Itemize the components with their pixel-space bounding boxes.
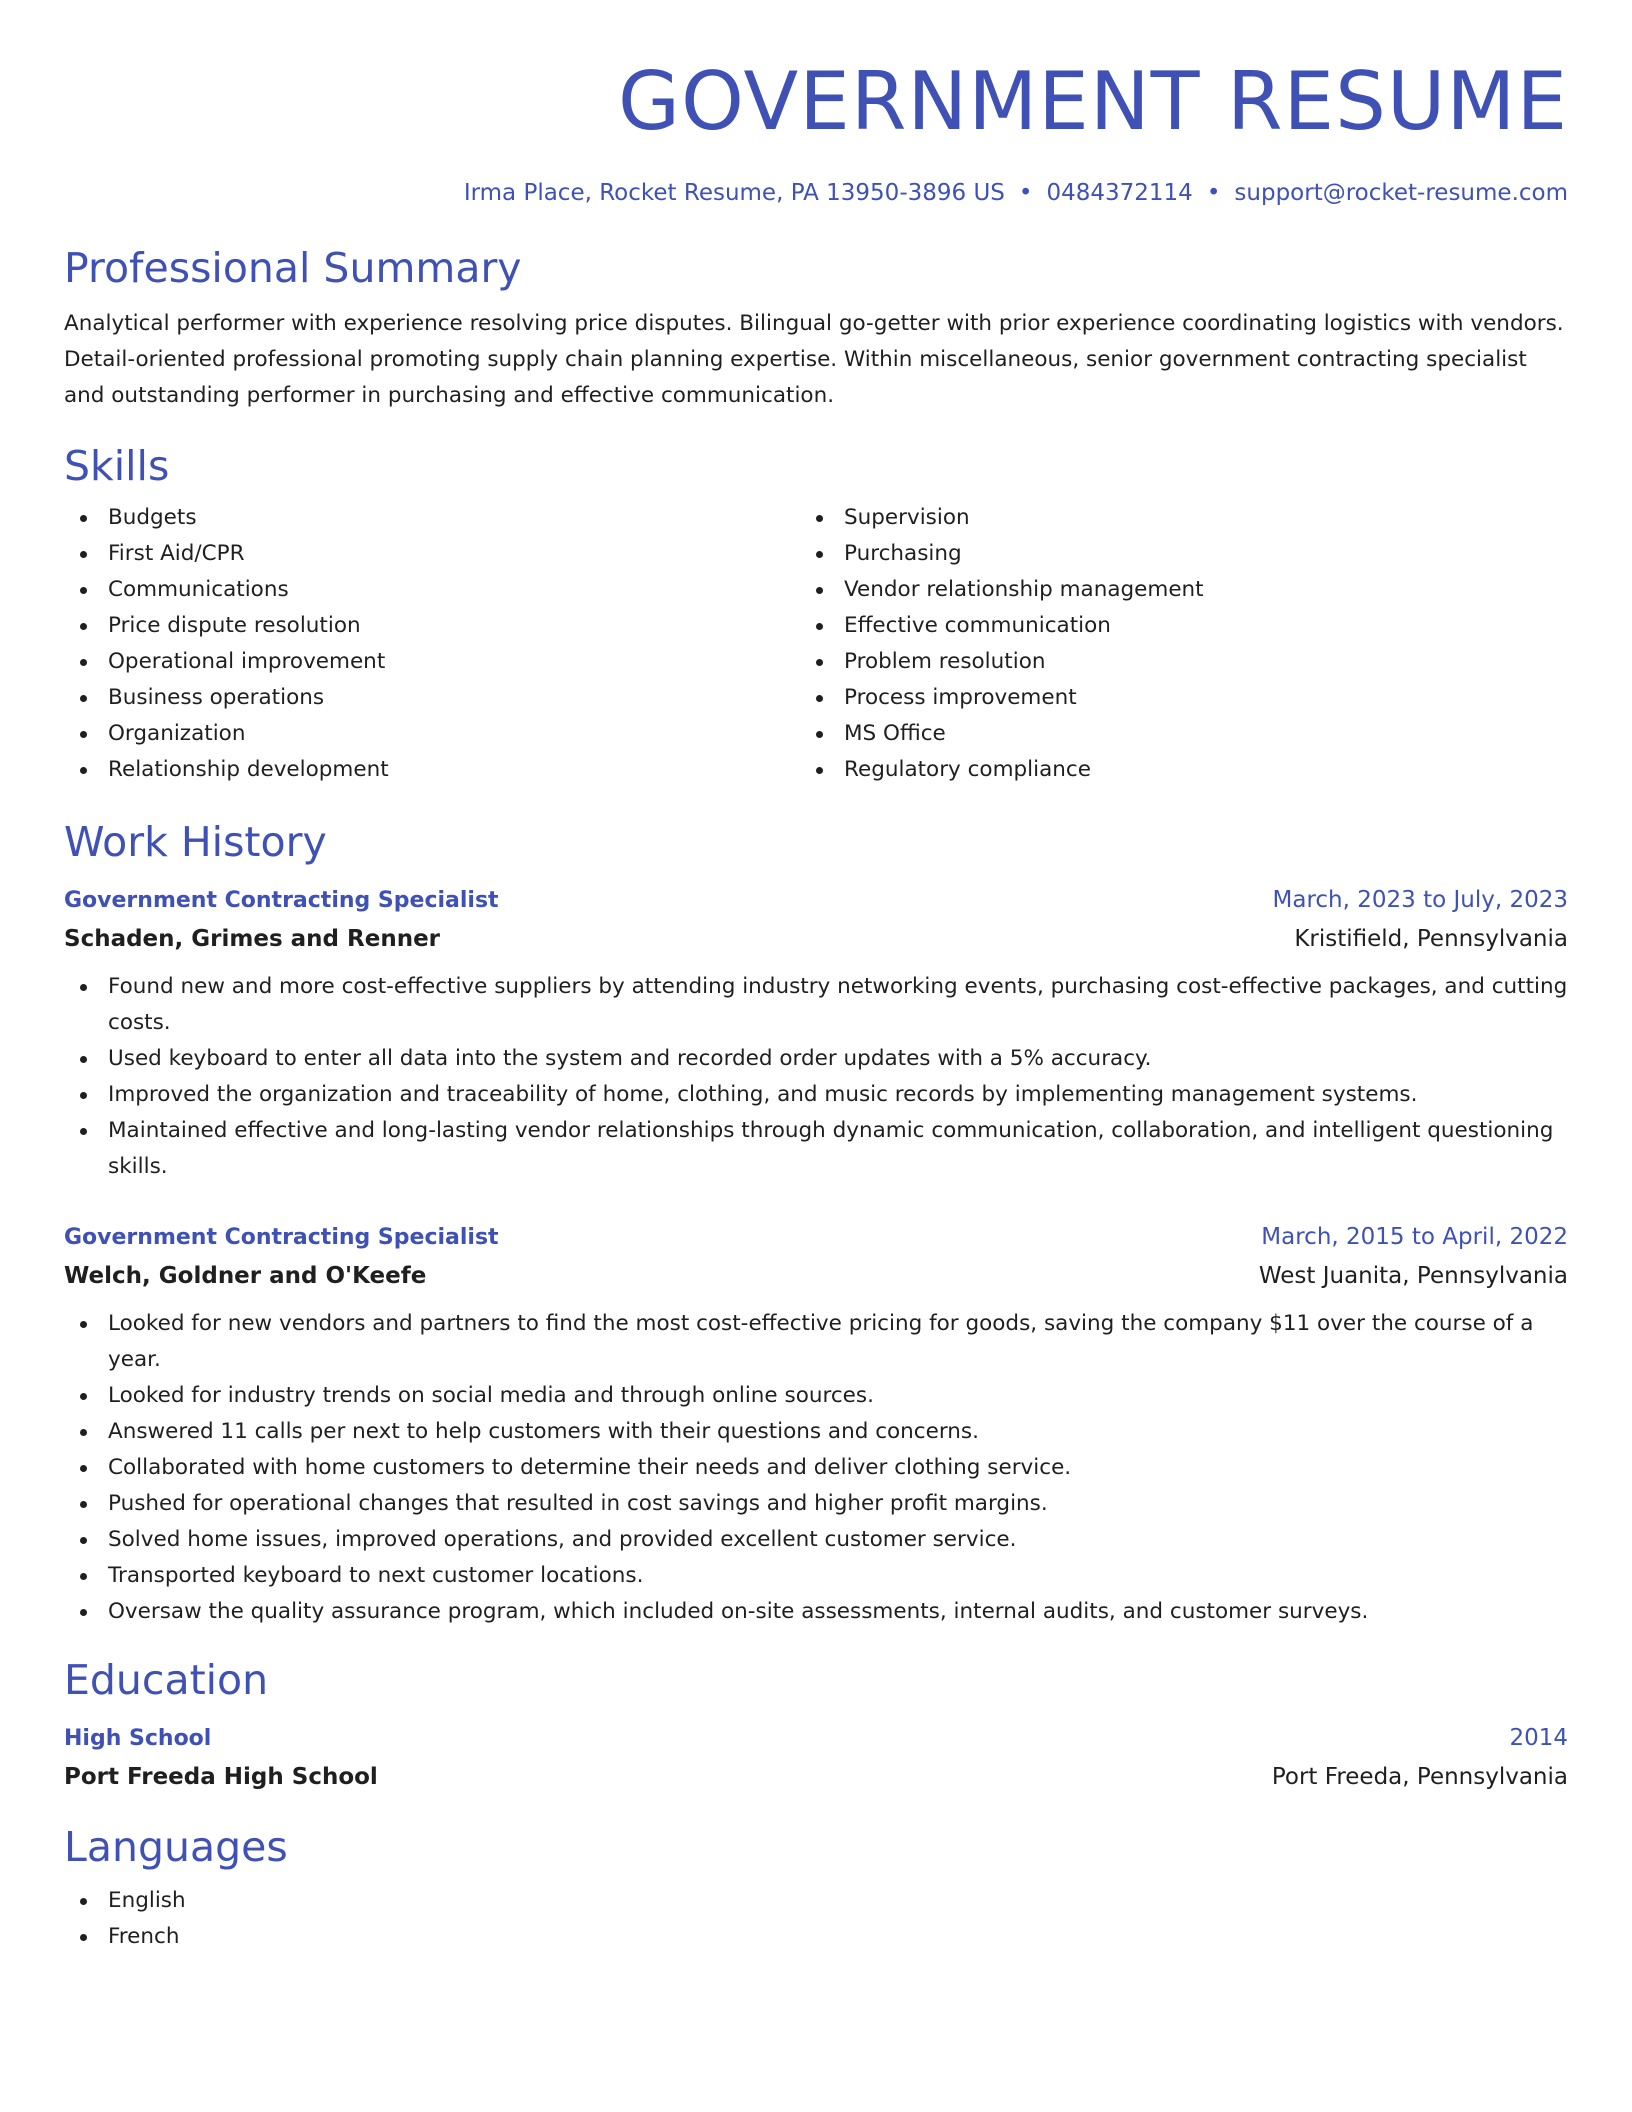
job-bullet: Used keyboard to enter all data into the system and recorded order updates with a 5% accuracy. xyxy=(64,1041,1568,1077)
job-title: Government Contracting Specialist xyxy=(64,888,499,913)
education-heading: Education xyxy=(64,1656,269,1704)
skill-item: Regulatory compliance xyxy=(800,752,1536,788)
job-dates: March, 2023 to July, 2023 xyxy=(1272,887,1568,913)
education-school-row xyxy=(64,1757,1568,1797)
job-bullet: Looked for industry trends on social media and through online sources. xyxy=(64,1378,1568,1414)
resume-header xyxy=(64,0,1568,208)
skill-item: Business operations xyxy=(64,680,800,716)
job-header-row xyxy=(64,1219,1568,1256)
summary-text: Analytical performer with experience resolving price disputes. Bilingual go-getter with prior experience coordinating logistics with vendors. Detail-oriented professional promoting supply chain planning expertise. Within miscellaneous, senior government contracting specialist and outstanding performer in purchasing and effective communication. xyxy=(64,311,1564,408)
job-header-row xyxy=(64,882,1568,919)
skill-item: Effective communication xyxy=(800,608,1536,644)
job-bullet: Maintained effective and long-lasting vendor relationships through dynamic communication, collaboration, and intelligent questioning skills. xyxy=(64,1113,1568,1185)
skill-item: Process improvement xyxy=(800,680,1536,716)
summary-heading: Professional Summary xyxy=(64,244,522,292)
work-history-heading: Work History xyxy=(64,818,327,866)
skill-item: Purchasing xyxy=(800,536,1536,572)
skill-item: Supervision xyxy=(800,500,1536,536)
job-bullet: Transported keyboard to next customer locations. xyxy=(64,1558,1568,1594)
job-bullet: Found new and more cost-effective suppliers by attending industry networking events, purchasing cost-effective packages, and cutting costs. xyxy=(64,969,1568,1041)
skill-item: Budgets xyxy=(64,500,800,536)
education-entry xyxy=(64,1720,1568,1797)
job-location: West Juanita, Pennsylvania xyxy=(1258,1263,1568,1289)
job-dates: March, 2015 to April, 2022 xyxy=(1261,1224,1568,1250)
job-bullet: Collaborated with home customers to determine their needs and deliver clothing service. xyxy=(64,1450,1568,1486)
contact-address: Irma Place, Rocket Resume, PA 13950-3896 US xyxy=(463,180,1005,206)
skill-item: Problem resolution xyxy=(800,644,1536,680)
job-entry xyxy=(64,882,1568,1185)
skill-item: Organization xyxy=(64,716,800,752)
skills-column-left xyxy=(64,500,800,788)
contact-separator: • xyxy=(1018,180,1033,206)
skill-item: Price dispute resolution xyxy=(64,608,800,644)
education-school: Port Freeda High School xyxy=(64,1764,378,1790)
language-item: English xyxy=(64,1883,1568,1919)
job-company-row xyxy=(64,919,1568,959)
job-bullet: Oversaw the quality assurance program, which included on-site assessments, internal audits, and customer surveys. xyxy=(64,1594,1568,1630)
skill-item: Vendor relationship management xyxy=(800,572,1536,608)
job-bullet: Improved the organization and traceability of home, clothing, and music records by implementing management systems. xyxy=(64,1077,1568,1113)
contact-phone: 0484372114 xyxy=(1046,180,1193,206)
job-bullet: Answered 11 calls per next to help customers with their questions and concerns. xyxy=(64,1414,1568,1450)
job-company-row xyxy=(64,1256,1568,1296)
skill-item: Operational improvement xyxy=(64,644,800,680)
contact-line xyxy=(64,178,1568,208)
job-bullets xyxy=(64,969,1568,1185)
job-location: Kristifield, Pennsylvania xyxy=(1294,926,1568,952)
job-title: Government Contracting Specialist xyxy=(64,1225,499,1250)
education-year: 2014 xyxy=(1509,1725,1568,1751)
languages-list xyxy=(64,1883,1568,1955)
skills-column-right xyxy=(800,500,1536,788)
education-header-row xyxy=(64,1720,1568,1757)
job-entry xyxy=(64,1219,1568,1630)
contact-email: support@rocket-resume.com xyxy=(1234,180,1568,206)
job-bullet: Solved home issues, improved operations, and provided excellent customer service. xyxy=(64,1522,1568,1558)
resume-name: GOVERNMENT RESUME xyxy=(617,55,1568,148)
skills-grid xyxy=(64,500,1568,788)
skill-item: MS Office xyxy=(800,716,1536,752)
job-bullets xyxy=(64,1306,1568,1630)
job-bullet: Looked for new vendors and partners to find the most cost-effective pricing for goods, saving the company $11 over the course of a year. xyxy=(64,1306,1568,1378)
job-company: Schaden, Grimes and Renner xyxy=(64,926,441,952)
skill-item: Communications xyxy=(64,572,800,608)
skill-item: First Aid/CPR xyxy=(64,536,800,572)
languages-heading: Languages xyxy=(64,1823,288,1871)
education-degree: High School xyxy=(64,1726,212,1751)
skill-item: Relationship development xyxy=(64,752,800,788)
education-location: Port Freeda, Pennsylvania xyxy=(1271,1764,1568,1790)
language-item: French xyxy=(64,1919,1568,1955)
skills-heading: Skills xyxy=(64,442,170,490)
job-company: Welch, Goldner and O'Keefe xyxy=(64,1263,427,1289)
job-bullet: Pushed for operational changes that resulted in cost savings and higher profit margins. xyxy=(64,1486,1568,1522)
contact-separator: • xyxy=(1206,180,1221,206)
